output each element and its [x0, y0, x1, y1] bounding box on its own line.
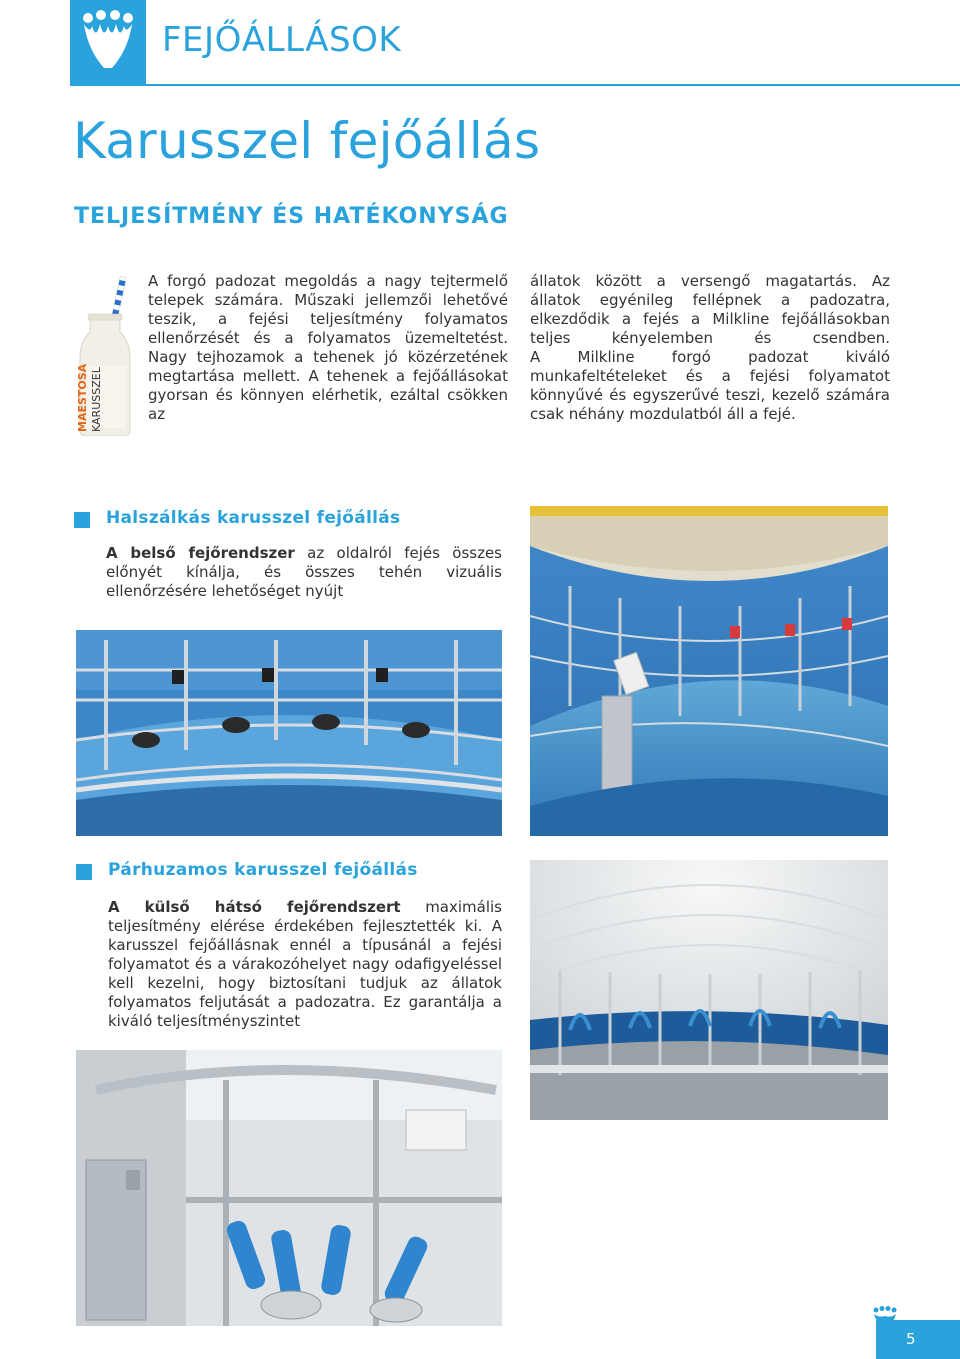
- cow-udder-logo-icon: [78, 10, 138, 74]
- section-marker: [76, 864, 92, 880]
- section-marker: [74, 512, 90, 528]
- section-text-body: maximális teljesítmény elérése érdekében fejlesztették ki. A karusszel fejőállásnak ennél a típusánál a fejési folyamatot és a várakozóhelyet nagy odafigyeléssel kell kezelni, hogy biztosítani tudjuk az állatok folyamatos feljutását a padozatra. Ez garantálja a kiváló teljesítményszintet: [108, 898, 502, 1030]
- section-text-bold: A belső fejőrendszer: [106, 544, 295, 562]
- photo-herringbone-stalls: [76, 630, 502, 836]
- section-heading-herringbone: Halszálkás karusszel fejőállás: [106, 508, 401, 528]
- section-text-herringbone: [106, 544, 502, 601]
- intro-paragraph: A Milkline forgó padozat kiváló munkafeltételeket és a fejési folyamatot könnyűvé és egyszerűvé teszi, kezelő számára csak néhány mozdulatból áll a fejé.: [530, 348, 890, 423]
- bottle-brand-label: MAESTOSA: [76, 363, 89, 432]
- bottle-label: [72, 356, 112, 436]
- section-title: FEJŐÁLLÁSOK: [162, 20, 402, 60]
- intro-column-right: [530, 272, 890, 424]
- page-number: 5: [906, 1330, 916, 1348]
- intro-paragraph: állatok között a versengő magatartás. Az állatok egyénileg fellépnek a padozatra, elkezdődik a fejés a Milkline fejőállásokban teljes kényelemben és csendben.: [530, 272, 890, 347]
- section-text-body: az oldalról fejés összes előnyét kínálja, és összes tehén vizuális ellenőrzésére lehetőséget nyújt: [106, 544, 503, 600]
- bottle-type-label: KARUSSZEL: [90, 367, 103, 432]
- section-heading-parallel: Párhuzamos karusszel fejőállás: [108, 860, 418, 880]
- brand-logo: [70, 0, 146, 86]
- section-text-parallel: [108, 898, 502, 1031]
- photo-milking-cluster: [76, 1050, 502, 1326]
- intro-column-left: A forgó padozat megoldás a nagy tejtermelő telepek számára. Műszaki jellemzői lehetővé teszik, a fejési teljesítmény folyamatos ellenőrzését és a folyamatos üzemeltetést. Nagy tejhozamok a tehenek jó közérzetének megtartása mellett. A tehenek a fejőállásokat gyorsan és könnyen elérhetik, ezáltal csökken az: [148, 272, 508, 423]
- photo-herringbone-carousel: [530, 506, 888, 836]
- page-subtitle: TELJESÍTMÉNY ÉS HATÉKONYSÁG: [74, 204, 509, 229]
- section-text-bold: A külső hátsó fejőrendszert: [108, 898, 401, 916]
- photo-parallel-carousel-hall: [530, 860, 888, 1120]
- footer-cow-icon: [872, 1306, 898, 1328]
- header-divider: [146, 84, 960, 86]
- page-title: Karusszel fejőállás: [73, 112, 541, 170]
